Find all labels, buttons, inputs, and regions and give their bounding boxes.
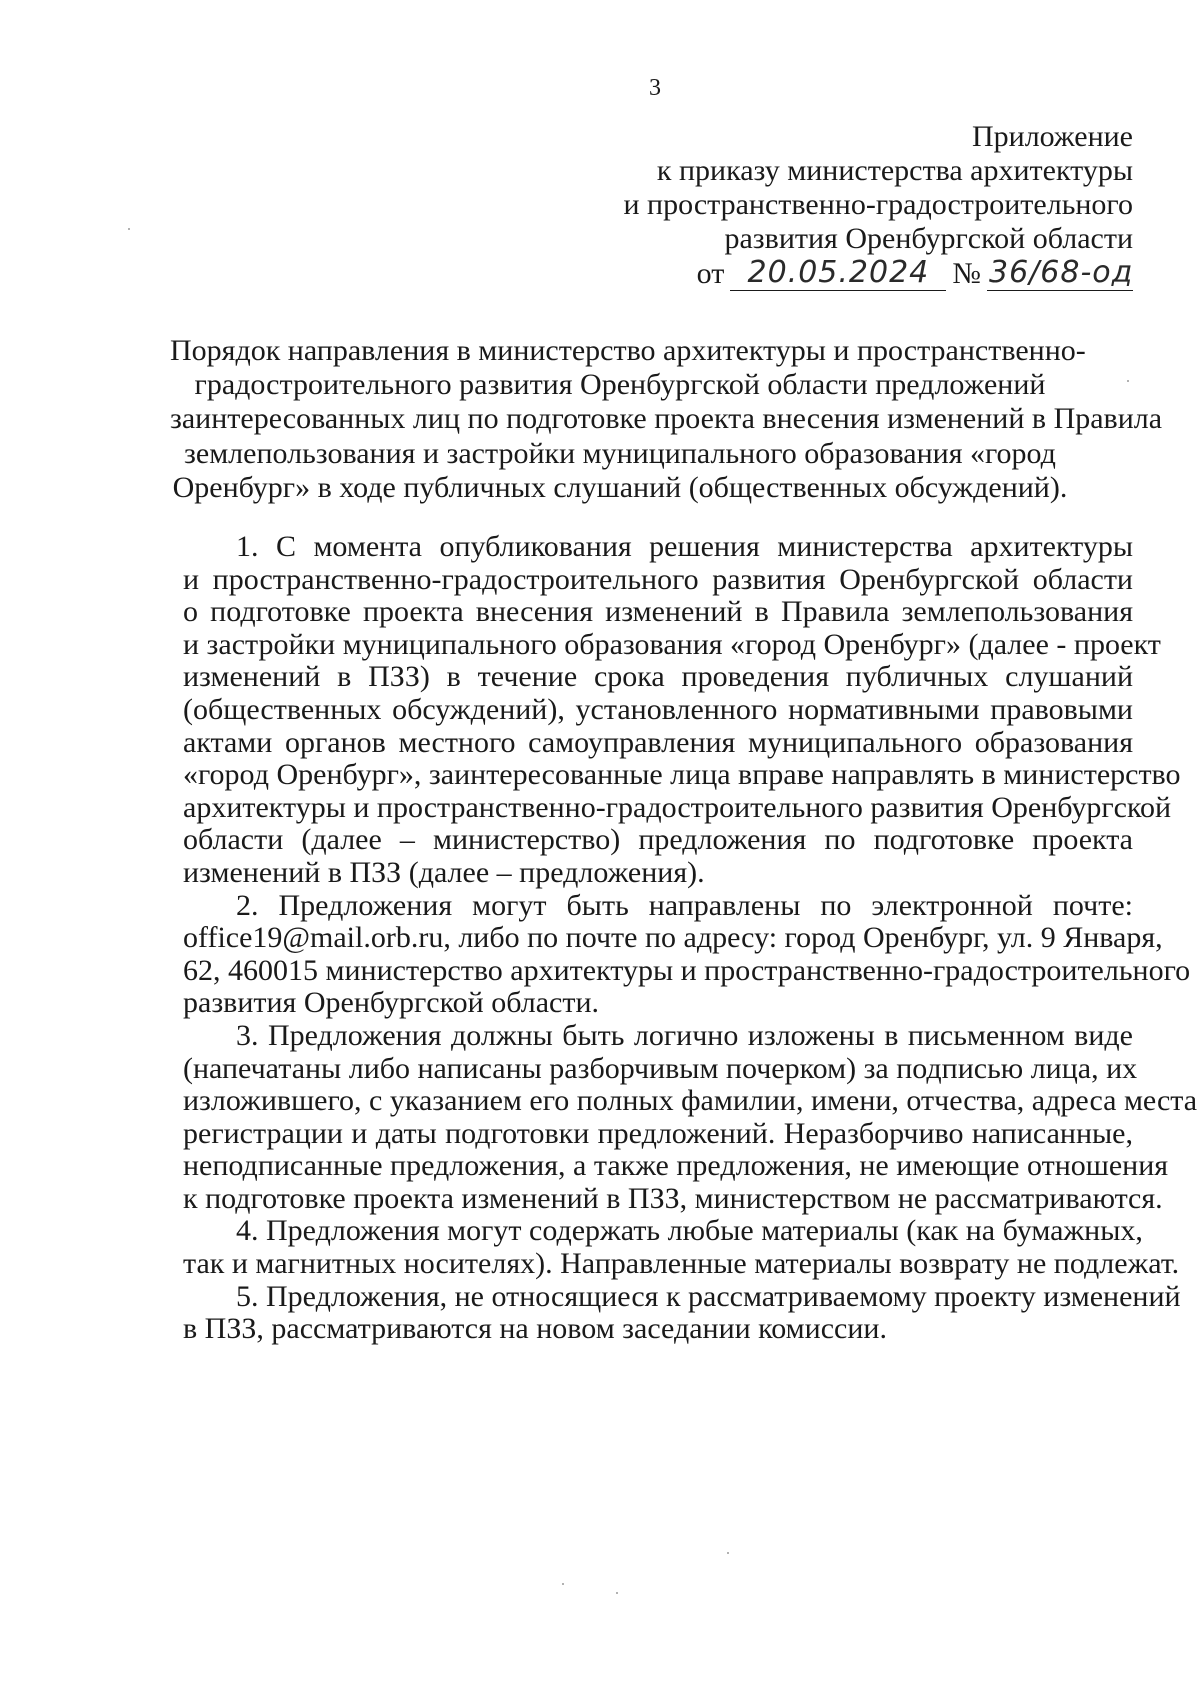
paragraph-line: 3. Предложения должны быть логично изложены в письменном виде: [236, 1018, 1133, 1052]
paragraph-line: так и магнитных носителях). Направленные материалы возврату не подлежат.: [183, 1247, 1180, 1281]
scan-speck: [727, 1552, 729, 1554]
paragraph-line: изложившего, с указанием его полных фамилии, имени, отчества, адреса места: [183, 1084, 1198, 1118]
scan-speck: [1127, 380, 1129, 382]
paragraph-line: 1. С момента опубликования решения министерства архитектуры: [236, 530, 1133, 563]
scan-speck: [562, 1583, 564, 1585]
paragraph-5: [183, 1279, 1181, 1346]
paragraph-line: и пространственно-градостроительного развития Оренбургской области: [183, 562, 1133, 596]
paragraph-line: к подготовке проекта изменений в ПЗЗ, министерством не рассматриваются.: [183, 1181, 1163, 1215]
title-line: Порядок направления в министерство архитектуры и пространственно-: [170, 334, 1086, 367]
from-label: от: [696, 257, 725, 290]
paragraph-line: изменений в ПЗЗ) в течение срока проведения публичных слушаний: [183, 660, 1133, 694]
paragraph-line: в ПЗЗ, рассматриваются на новом заседании комиссии.: [183, 1312, 887, 1346]
appendix-line-2: к приказу министерства архитектуры: [656, 154, 1133, 187]
title-line: Оренбург» в ходе публичных слушаний (общественных обсуждений).: [172, 470, 1068, 504]
paragraph-line: 2. Предложения могут быть направлены по электронной почте:: [236, 888, 1133, 922]
appendix-line-4: развития Оренбургской области: [724, 222, 1133, 255]
appendix-block: [573, 120, 1133, 291]
title-line: землепользования и застройки муниципального образования «город: [184, 436, 1056, 470]
number-label: №: [952, 257, 981, 290]
paragraph-line: 62, 460015 министерство архитектуры и пространственно-градостроительного: [183, 953, 1191, 987]
scan-speck: [616, 1592, 618, 1594]
page-number: 3: [649, 75, 661, 101]
paragraph-line: области (далее – министерство) предложения по подготовке проекта: [183, 823, 1133, 857]
paragraph-line: о подготовке проекта внесения изменений в Правила землепользования: [183, 595, 1133, 629]
appendix-title: Приложение: [971, 120, 1133, 153]
paragraph-3: [183, 1018, 1198, 1216]
title-line: заинтересованных лиц по подготовке проекта внесения изменений в Правила: [170, 402, 1163, 436]
handwritten-date: 20.05.2024: [730, 256, 946, 291]
paragraph-line: неподписанные предложения, а также предложения, не имеющие отношения: [183, 1149, 1169, 1183]
paragraph-line: регистрации и даты подготовки предложений. Неразборчиво написанные,: [183, 1116, 1133, 1150]
paragraph-line: «город Оренбург», заинтересованные лица вправе направлять в министерство: [183, 758, 1181, 792]
paragraph-line: и застройки муниципального образования «город Оренбург» (далее - проект: [183, 627, 1161, 661]
handwritten-order-number: 36/68-од: [989, 255, 1134, 290]
document-body: [183, 530, 1198, 1346]
appendix-line-3: и пространственно-градостроительного: [623, 188, 1133, 221]
document-title: [170, 334, 1163, 505]
paragraph-line: архитектуры и пространственно-градостроительного развития Оренбургской: [183, 790, 1172, 824]
paragraph-line: развития Оренбургской области.: [183, 986, 600, 1020]
paragraph-line: (напечатаны либо написаны разборчивым почерком) за подписью лица, их: [183, 1051, 1138, 1085]
paragraph-4: [183, 1214, 1180, 1281]
paragraph-1: [183, 530, 1181, 890]
paragraph-line: 4. Предложения могут содержать любые материалы (как на бумажных,: [236, 1214, 1143, 1248]
title-line: градостроительного развития Оренбургской области предложений: [194, 368, 1046, 402]
paragraph-line: (общественных обсуждений), установленного нормативными правовыми: [183, 692, 1133, 726]
paragraph-2: [183, 888, 1191, 1020]
email-address-line: office19@mail.orb.ru, либо по почте по адресу: город Оренбург, ул. 9 Января,: [183, 921, 1163, 955]
order-date-number-line: [573, 256, 1133, 291]
paragraph-line: актами органов местного самоуправления муниципального образования: [183, 725, 1133, 759]
paragraph-line: 5. Предложения, не относящиеся к рассматриваемому проекту изменений: [236, 1279, 1181, 1313]
paragraph-line: изменений в ПЗЗ (далее – предложения).: [183, 855, 705, 889]
scan-speck: [128, 228, 130, 230]
